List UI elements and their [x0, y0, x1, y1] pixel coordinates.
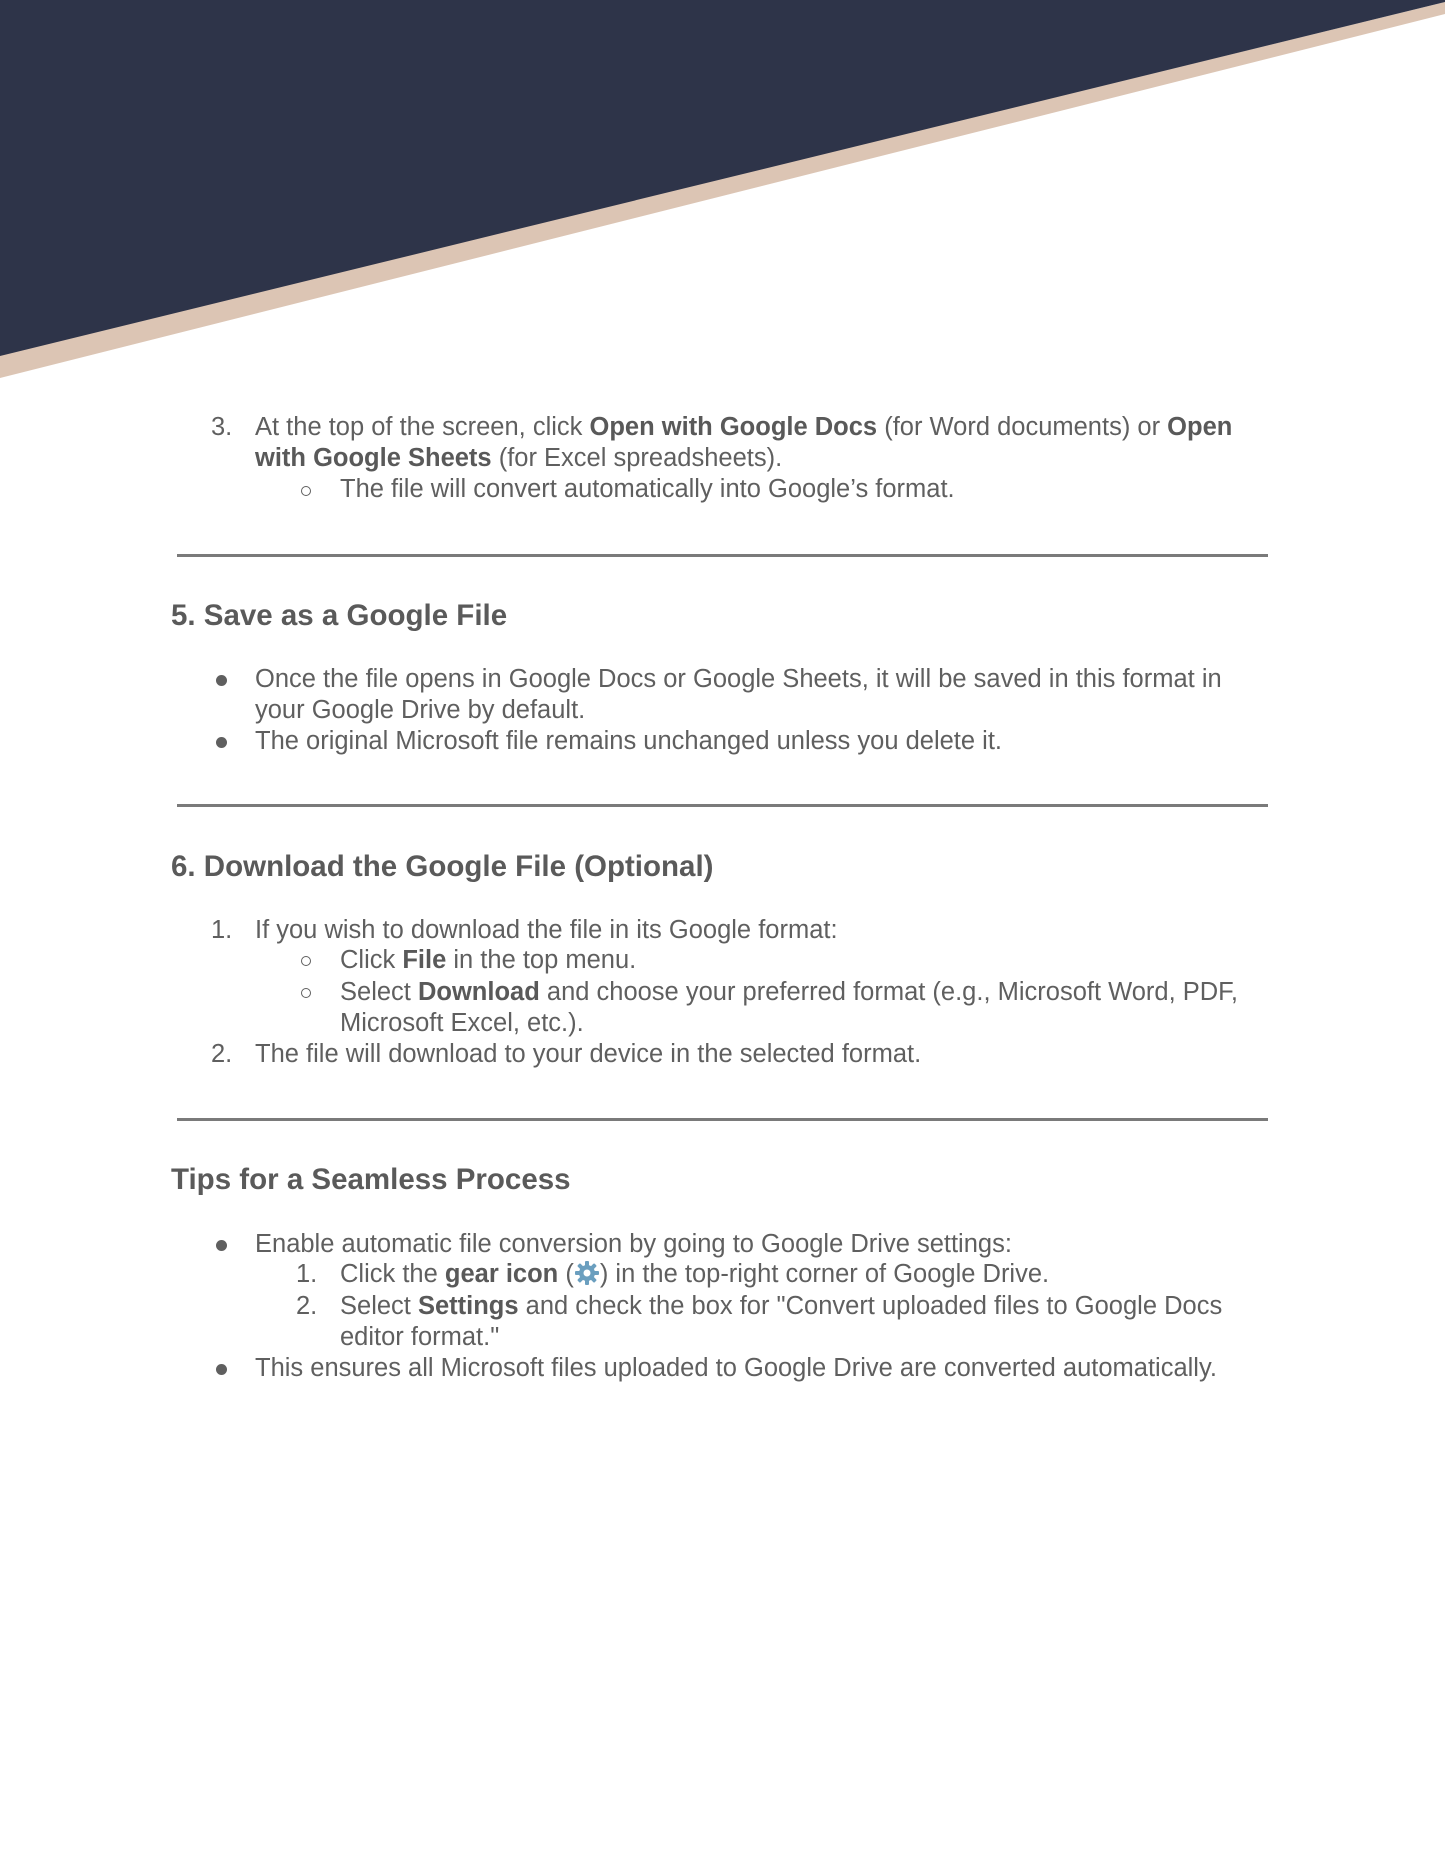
text: Select: [340, 978, 418, 1006]
list-number: 1.: [211, 916, 233, 944]
bold-text: Settings: [417, 1292, 519, 1320]
tips-subitem2-line2: editor format.": [340, 1323, 500, 1351]
section5-bullet2: The original Microsoft file remains unchanged unless you delete it.: [255, 727, 1002, 755]
section6-item1: If you wish to download the file in its Google format:: [255, 916, 838, 944]
step3-subitem: The file will convert automatically into Google’s format.: [340, 475, 955, 503]
list-number: 3.: [211, 413, 233, 441]
text: At the top of the screen, click: [255, 413, 590, 441]
bullet: [216, 1240, 227, 1251]
list-number: 1.: [296, 1260, 318, 1288]
bold-text: with Google Sheets: [255, 444, 492, 472]
text: and check the box for "Convert uploaded files to Google Docs: [518, 1292, 1223, 1320]
bullet: [216, 737, 227, 748]
text: Select: [340, 1292, 418, 1320]
section5-bullet1-line1: Once the file opens in Google Docs or Google Sheets, it will be saved in this format in: [255, 665, 1222, 693]
section6-subitem2-line1: [340, 976, 1238, 1008]
text: ) in the top-right corner of Google Drive.: [599, 1260, 1050, 1288]
step3-line2: [255, 442, 782, 474]
text: (for Word documents) or: [877, 413, 1168, 441]
section5-heading: 5. Save as a Google File: [171, 599, 508, 632]
text: (: [558, 1260, 574, 1288]
section6-item2: The file will download to your device in the selected format.: [255, 1040, 922, 1068]
bold-text: gear icon: [444, 1260, 559, 1288]
section-divider: [177, 804, 1268, 807]
text: Click: [340, 946, 403, 974]
banner-shape: [0, 0, 1445, 356]
tips-subitem2-line1: [340, 1290, 1222, 1322]
bullet: [216, 675, 227, 686]
bold-text: Open: [1167, 413, 1233, 441]
section6-subitem2-line2: Microsoft Excel, etc.).: [340, 1009, 584, 1037]
step3-line1: [255, 411, 1232, 443]
circle-bullet: [301, 486, 311, 496]
text: and choose your preferred format (e.g., Microsoft Word, PDF,: [539, 978, 1239, 1006]
text: (for Excel spreadsheets).: [491, 444, 783, 472]
bold-text: Open with Google Docs: [589, 413, 878, 441]
section5-bullet1-line2: your Google Drive by default.: [255, 696, 586, 724]
bold-text: File: [402, 946, 447, 974]
section-divider: [177, 1118, 1268, 1121]
circle-bullet: [301, 956, 311, 966]
list-number: 2.: [296, 1292, 318, 1320]
circle-bullet: [301, 988, 311, 998]
gear-icon: [574, 1260, 600, 1286]
section-divider: [177, 554, 1268, 557]
bullet: [216, 1364, 227, 1375]
header-banner: [0, 0, 1445, 380]
tips-bullet1: Enable automatic file conversion by going to Google Drive settings:: [255, 1230, 1012, 1258]
tips-bullet2: This ensures all Microsoft files uploaded to Google Drive are converted automatically.: [255, 1354, 1217, 1382]
tips-subitem1: [340, 1258, 1049, 1290]
text: in the top menu.: [446, 946, 637, 974]
section6-subitem1: [340, 944, 636, 976]
text: Click the: [340, 1260, 445, 1288]
list-number: 2.: [211, 1040, 233, 1068]
tips-heading: Tips for a Seamless Process: [171, 1163, 571, 1196]
section6-heading: 6. Download the Google File (Optional): [171, 850, 714, 883]
bold-text: Download: [417, 978, 540, 1006]
